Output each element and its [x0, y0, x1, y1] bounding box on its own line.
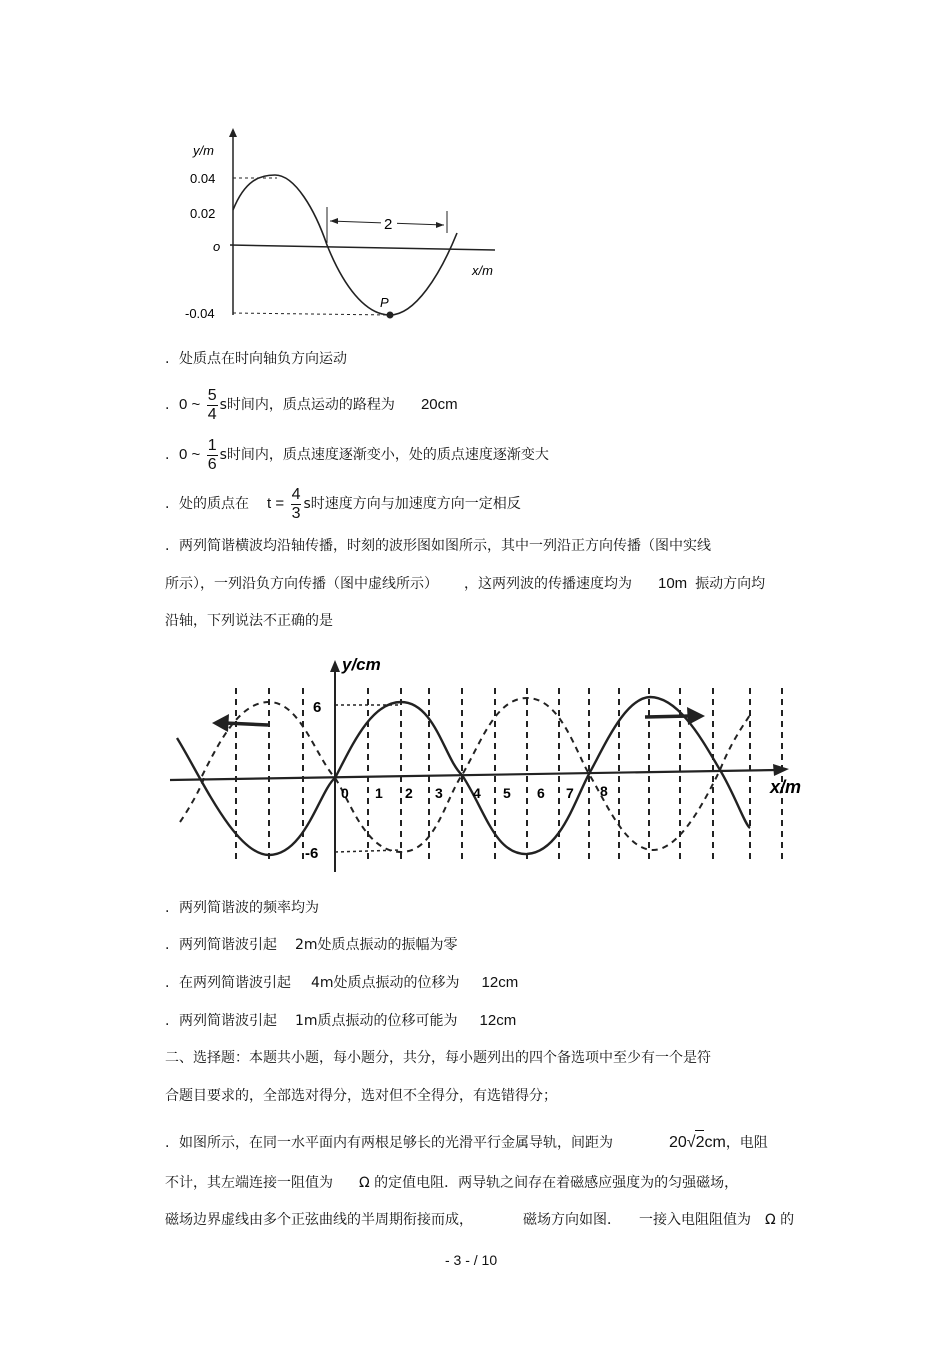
- stem-text: 磁场方向如图．: [523, 1212, 621, 1228]
- value: 12cm: [481, 974, 519, 991]
- math-pre: 0 ~: [179, 396, 201, 413]
- distance-value: 20√2cm: [669, 1134, 726, 1151]
- x-tick-7: 7: [566, 785, 574, 801]
- q2-option-c: . 在两列简谐波引起 4m处质点振动的位移为 12cm: [165, 974, 519, 991]
- q3-stem-line2: [165, 1173, 738, 1193]
- option-text: 1m质点振动的位移可能为: [295, 1013, 458, 1029]
- stem-text: 所示），一列沿负方向传播（图中虚线所示）: [165, 576, 438, 592]
- option-text: s时间内，质点运动的路程为: [219, 397, 395, 413]
- x-tick-5: 5: [503, 785, 511, 801]
- q3-stem-line3: [165, 1210, 794, 1230]
- stem-text: 磁场边界虚线由多个正弦曲线的半周期衔接而成，: [165, 1212, 473, 1228]
- stem-text: 不计，其左端连接一阻值为: [165, 1175, 333, 1191]
- q2-stem-line2: [165, 574, 765, 594]
- option-text: s时间内，质点速度逐渐变小，处的质点速度逐渐变大: [219, 447, 549, 463]
- x-tick-0: 0: [341, 785, 349, 801]
- option-text: 处质点在时向轴负方向运动: [179, 351, 347, 367]
- q2-stem-line1: . 两列简谐横波均沿轴传播，时刻的波形图如图所示，其中一列沿正方向传播（图中实线: [165, 538, 711, 554]
- q1-option-a: . 处质点在时向轴负方向运动: [165, 351, 347, 367]
- y-axis-label: y/cm: [342, 655, 381, 674]
- section-text: 二、选择题：本题共小题，每小题分，共分，每小题列出的四个备选项中至少有一个是符: [165, 1050, 711, 1066]
- wave-figure-2: [165, 650, 830, 875]
- option-text: 两列简谐波的频率均为: [179, 900, 319, 916]
- tick-0.02: 0.02: [190, 206, 216, 221]
- stem-text: 振动方向均: [695, 576, 766, 592]
- stem-text: ，这两列波的传播速度均为: [464, 576, 632, 592]
- math-t: t =: [267, 495, 285, 512]
- fraction: $\frac{5}{4}$: [207, 386, 217, 423]
- q1-option-d: . 处的质点在 t = $\frac{4}{3}$ s时速度方向与加速度方向一定相反: [165, 485, 521, 522]
- section-2-heading-line1: [165, 1048, 711, 1068]
- option-text: 2m处质点振动的振幅为零: [295, 937, 458, 953]
- section-2-heading-line2: [165, 1086, 557, 1106]
- wave-figure-1: [185, 125, 525, 325]
- q1-option-b: . 0 ~ $\frac{5}{4}$ s时间内，质点运动的路程为 20cm: [165, 386, 458, 423]
- stem-text: ，电阻: [725, 1135, 768, 1151]
- tick-origin: o: [213, 239, 221, 254]
- option-text: 两列简谐波引起: [179, 1013, 277, 1029]
- x-tick-3: 3: [435, 785, 443, 801]
- stem-text: Ω 的: [765, 1212, 795, 1228]
- option-text: 在两列简谐波引起: [179, 975, 291, 991]
- speed-value: 10m: [658, 575, 688, 592]
- q3-stem-line1: . 如图所示，在同一水平面内有两根足够长的光滑平行金属导轨，间距为 20√2cm，电阻: [165, 1130, 768, 1155]
- option-text: 4m处质点振动的位移为: [311, 975, 460, 991]
- section-text: 合题目要求的，全部选对得分，选对但不全得分，有选错得分；: [165, 1088, 557, 1104]
- stem-text: 如图所示，在同一水平面内有两根足够长的光滑平行金属导轨，间距为: [179, 1135, 613, 1151]
- q1-option-c: . 0 ~ $\frac{1}{6}$ s时间内，质点速度逐渐变小，处的质点速度逐渐变大: [165, 436, 549, 473]
- stem-text: Ω 的定值电阻．两导轨之间存在着磁感应强度为的匀强磁场，: [359, 1175, 739, 1191]
- y-axis-label: y/m: [193, 143, 214, 158]
- option-text-tail: s时速度方向与加速度方向一定相反: [303, 496, 521, 512]
- fraction: $\frac{4}{3}$: [291, 485, 301, 522]
- x-tick-6: 6: [537, 785, 545, 801]
- q2-stem-line3: [165, 611, 333, 631]
- tick-0.04: 0.04: [190, 171, 216, 186]
- option-text: 处的质点在: [179, 496, 249, 512]
- point-p: [387, 312, 394, 319]
- y-tick-6: 6: [313, 699, 322, 716]
- math-pre: 0 ~: [179, 446, 201, 463]
- page-number: - 3 - / 10: [445, 1252, 498, 1268]
- x-tick-8: 8: [600, 783, 608, 799]
- q2-option-a: . 两列简谐波的频率均为: [165, 900, 319, 916]
- option-text: 两列简谐波引起: [179, 937, 277, 953]
- stem-text: 沿轴，下列说法不正确的是: [165, 613, 333, 629]
- y-tick-neg-6: -6: [305, 845, 319, 862]
- tick-neg-0.04: -0.04: [185, 306, 215, 321]
- point-p-label: P: [380, 295, 389, 310]
- fraction: $\frac{1}{6}$: [207, 436, 217, 473]
- value: 12cm: [479, 1012, 517, 1029]
- stem-text: 两列简谐横波均沿轴传播，时刻的波形图如图所示，其中一列沿正方向传播（图中实线: [179, 538, 711, 554]
- x-axis-label: x/m: [770, 777, 802, 797]
- x-tick-1: 1: [375, 785, 383, 801]
- x-tick-4: 4: [473, 785, 481, 801]
- stem-text: 一接入电阻阻值为: [639, 1212, 751, 1228]
- distance-value: 20cm: [420, 396, 458, 413]
- dimension-label: 2: [384, 216, 393, 233]
- x-tick-2: 2: [405, 785, 413, 801]
- q2-option-b: . 两列简谐波引起 2m处质点振动的振幅为零: [165, 937, 458, 953]
- x-axis-label: x/m: [472, 263, 493, 278]
- q2-option-d: . 两列简谐波引起 1m质点振动的位移可能为 12cm: [165, 1012, 517, 1029]
